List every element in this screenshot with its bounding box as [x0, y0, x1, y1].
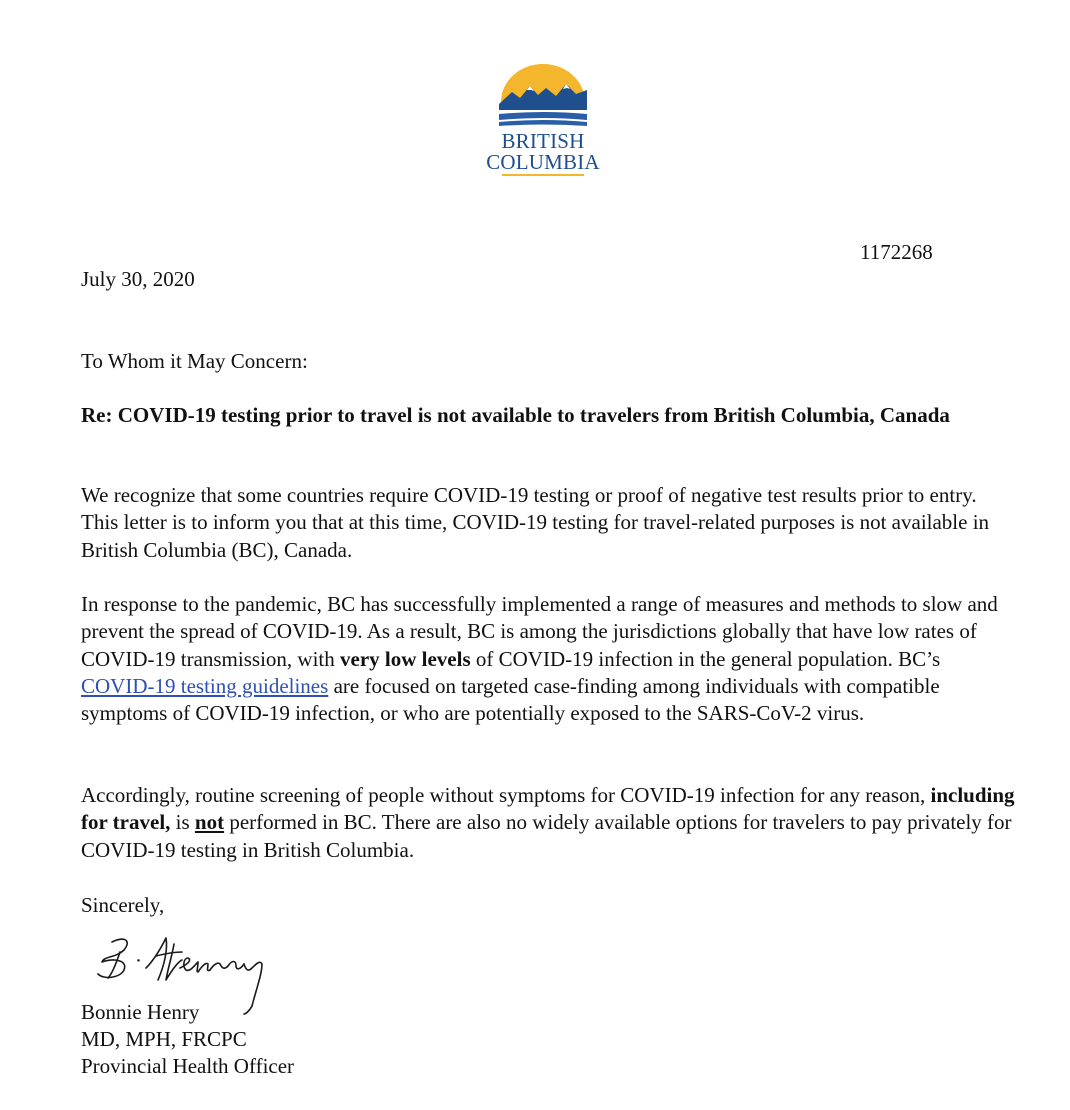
paragraph-text: Accordingly, routine screening of people without symptoms for COVID-19 infection for any reason, [81, 783, 931, 807]
paragraph-text: are focused on targeted case-finding among individuals with compatible symptoms of COVID-19 infection, or who are potentially exposed to the SARS-CoV-2 virus. [81, 673, 940, 726]
logo-text-columbia: COLUMBIA [486, 150, 600, 174]
water-band-2 [499, 120, 587, 126]
signatory-credentials: MD, MPH, FRCPC [81, 1027, 247, 1051]
water-band-1 [499, 112, 587, 120]
emphasis-very-low-levels: very low levels [340, 646, 471, 671]
signatory-name: Bonnie Henry [81, 1000, 200, 1024]
subject-line: Re: COVID-19 testing prior to travel is not available to travelers from British Columbia, Canada [81, 403, 950, 427]
paragraph-text: is [170, 810, 195, 835]
paragraph-text: In response to the pandemic, BC has successfully implemented a range of measures and methods to slow and prevent the spread of COVID-19. As a result, BC is among the jurisdictions globally that have low rates of COVID-19 transmission, with [81, 592, 998, 671]
bc-government-logo [484, 62, 602, 180]
closing: Sincerely, [81, 893, 165, 917]
paragraph-pandemic-response [81, 591, 1016, 727]
logo-underline [502, 174, 584, 176]
paragraph-testing-requirement: We recognize that some countries require COVID-19 testing or proof of negative test results prior to entry. This letter is to inform you that at this time, COVID-19 testing for travel-related purposes is not available in British Columbia (BC), Canada. [81, 483, 990, 562]
signature-block [81, 999, 294, 1080]
covid-testing-guidelines-link[interactable]: COVID-19 testing guidelines [81, 673, 329, 698]
paragraph-text: of COVID-19 infection in the general population. BC’s [470, 646, 941, 671]
bc-sun-mountain-icon [496, 62, 590, 128]
paragraph-text: performed in BC. There are also no widely available options for travelers to pay privately for COVID-19 testing in British Columbia. [81, 810, 1012, 862]
reference-number: 1172268 [860, 240, 933, 264]
letter-date: July 30, 2020 [81, 267, 195, 291]
signatory-title: Provincial Health Officer [81, 1054, 295, 1078]
emphasis-including-for-travel: including for travel, [81, 783, 1015, 835]
paragraph-screening [81, 782, 1016, 864]
salutation: To Whom it May Concern: [81, 349, 308, 373]
emphasis-not: not [194, 810, 225, 835]
logo-text-british: BRITISH [501, 129, 585, 153]
